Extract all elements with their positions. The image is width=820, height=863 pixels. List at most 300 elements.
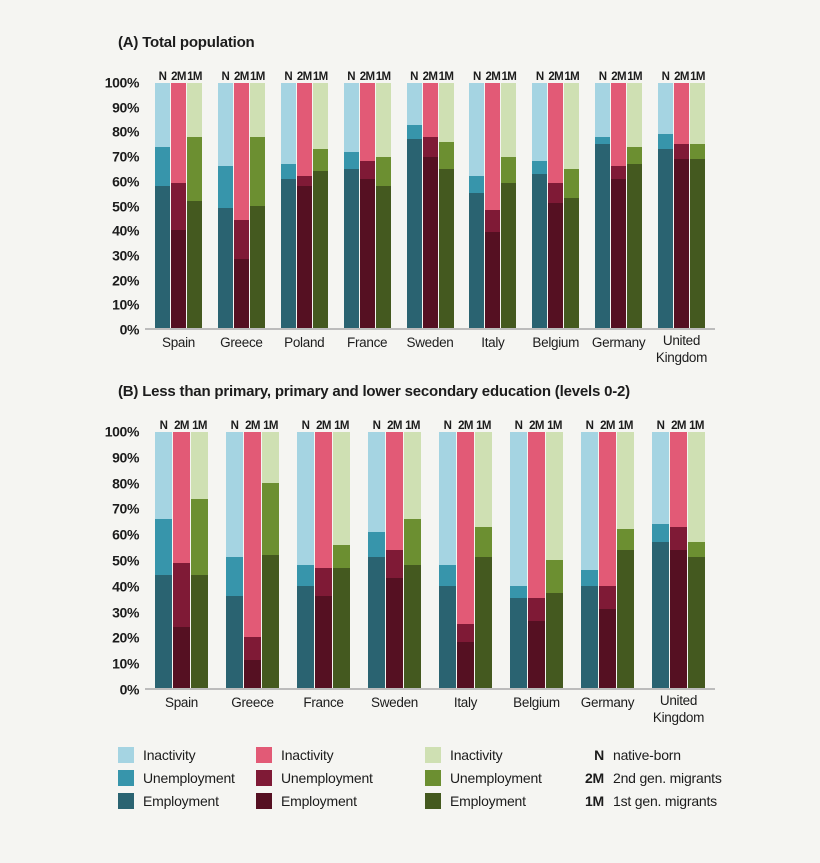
segment-unemployment <box>404 519 421 565</box>
country-label: Italy <box>481 335 505 350</box>
stacked-bar-n <box>595 83 610 328</box>
legend-swatch-inactivity <box>118 747 134 763</box>
bar-group-header <box>281 71 328 83</box>
y-tick-label: 100% <box>104 423 139 440</box>
segment-inactivity <box>226 432 243 557</box>
legend <box>118 747 820 809</box>
segment-inactivity <box>234 83 249 220</box>
bar-group-header <box>407 71 454 83</box>
segment-inactivity <box>344 83 359 152</box>
bar-group-header <box>344 71 391 83</box>
abbreviation-code: N <box>594 747 604 763</box>
stacked-bar-1m <box>627 83 642 328</box>
chart-b-plot-column <box>145 410 715 733</box>
bar-label-2m: 2M <box>171 71 186 83</box>
segment-employment <box>155 575 172 688</box>
segment-unemployment <box>439 142 454 169</box>
chart-a <box>97 34 820 373</box>
segment-employment <box>191 575 208 688</box>
segment-inactivity <box>218 83 233 166</box>
segment-unemployment <box>439 565 456 585</box>
segment-inactivity <box>297 432 314 565</box>
segment-inactivity <box>485 83 500 210</box>
segment-inactivity <box>658 83 673 134</box>
legend-column-2m <box>256 747 425 809</box>
chart-b-plot-area <box>145 432 715 690</box>
x-axis-label <box>510 695 563 733</box>
segment-employment <box>187 201 202 328</box>
stacked-bar-1m <box>690 83 705 328</box>
chart-a-plot-area <box>145 83 715 330</box>
segment-unemployment <box>501 157 516 184</box>
segment-unemployment <box>546 560 563 593</box>
bar-label-n: N <box>230 420 239 432</box>
bar-label-1m: 1M <box>690 71 705 83</box>
stacked-bar-1m <box>187 83 202 328</box>
segment-inactivity <box>423 83 438 137</box>
segment-inactivity <box>368 432 385 532</box>
x-axis-label <box>439 695 492 733</box>
bar-label-2m: 2M <box>296 71 312 83</box>
bar-label-n: N <box>598 71 607 83</box>
country-label: France <box>303 695 344 710</box>
segment-inactivity <box>564 83 579 169</box>
segment-inactivity <box>250 83 265 137</box>
x-axis-label <box>218 335 265 373</box>
abbreviation-meaning: 2nd gen. migrants <box>613 770 722 786</box>
stacked-bar-n <box>658 83 673 328</box>
segment-employment <box>690 159 705 328</box>
segment-employment <box>423 157 438 329</box>
y-tick-label: 80% <box>112 124 139 141</box>
segment-inactivity <box>155 83 170 147</box>
stacked-bar-1m <box>376 83 391 328</box>
segment-inactivity <box>407 83 422 125</box>
segment-employment <box>564 198 579 328</box>
x-axis-label <box>469 335 516 373</box>
bar-group-germany <box>581 432 634 688</box>
segment-unemployment <box>674 144 689 159</box>
segment-employment <box>627 164 642 328</box>
segment-inactivity <box>244 432 261 637</box>
segment-unemployment <box>532 161 547 173</box>
bar-label-n: N <box>347 71 355 83</box>
legend-swatch-employment <box>118 793 134 809</box>
segment-unemployment <box>407 125 422 140</box>
x-axis-label <box>226 695 279 733</box>
legend-item <box>256 770 425 786</box>
chart-b-x-axis-labels <box>145 695 715 733</box>
segment-employment <box>262 555 279 688</box>
legend-swatch-unemployment <box>118 770 134 786</box>
segment-unemployment <box>187 137 202 201</box>
segment-inactivity <box>532 83 547 161</box>
bar-group-header <box>658 71 705 83</box>
segment-unemployment <box>191 499 208 576</box>
stacked-bar-1m <box>546 432 563 688</box>
segment-unemployment <box>297 176 312 186</box>
segment-unemployment <box>297 565 314 585</box>
bar-label-n: N <box>410 71 418 83</box>
bar-group-belgium <box>510 432 563 688</box>
segment-unemployment <box>548 183 563 203</box>
segment-inactivity <box>611 83 626 166</box>
bar-group-header <box>155 420 208 432</box>
segment-employment <box>652 542 669 688</box>
segment-employment <box>674 159 689 328</box>
country-label: Sweden <box>406 335 454 350</box>
stacked-bar-n <box>407 83 422 328</box>
bar-label-n: N <box>221 71 230 83</box>
country-label: Germany <box>591 335 646 350</box>
segment-inactivity <box>501 83 516 157</box>
bar-label-n: N <box>535 71 544 83</box>
country-label: Sweden <box>371 695 418 710</box>
bar-label-2m: 2M <box>359 71 375 83</box>
x-axis-label <box>297 695 350 733</box>
stacked-bar-2m <box>360 83 375 328</box>
y-tick-label: 70% <box>112 148 139 165</box>
segment-employment <box>528 621 545 688</box>
legend-swatch-inactivity <box>256 747 272 763</box>
segment-employment <box>173 627 190 688</box>
bar-label-2m: 2M <box>485 71 501 83</box>
legend-swatch-unemployment <box>425 770 441 786</box>
legend-item-label: Inactivity <box>143 747 196 763</box>
x-axis-label <box>155 695 208 733</box>
legend-item <box>256 747 425 763</box>
bar-label-1m: 1M <box>476 420 491 432</box>
segment-unemployment <box>617 529 634 549</box>
segment-employment <box>485 232 500 328</box>
segment-unemployment <box>281 164 296 179</box>
bar-label-1m: 1M <box>192 420 207 432</box>
segment-employment <box>344 169 359 328</box>
bar-group-header <box>368 420 421 432</box>
legend-item-label: Inactivity <box>281 747 334 763</box>
segment-unemployment <box>652 524 669 542</box>
x-axis-label <box>532 335 579 373</box>
stacked-bar-n <box>218 83 233 328</box>
bar-label-1m: 1M <box>501 71 517 83</box>
bar-group-france <box>344 83 391 328</box>
legend-column-abbreviations <box>578 747 722 809</box>
segment-unemployment <box>315 568 332 596</box>
stacked-bar-n <box>532 83 547 328</box>
stacked-bar-2m <box>386 432 403 688</box>
stacked-bar-n <box>155 83 170 328</box>
segment-inactivity <box>457 432 474 624</box>
segment-unemployment <box>360 161 375 178</box>
segment-inactivity <box>439 432 456 565</box>
segment-unemployment <box>171 183 186 230</box>
segment-employment <box>368 557 385 688</box>
bar-group-france <box>297 432 350 688</box>
bar-group-germany <box>595 83 642 328</box>
segment-inactivity <box>510 432 527 586</box>
segment-unemployment <box>155 147 170 186</box>
segment-employment <box>360 179 375 328</box>
stacked-bar-n <box>510 432 527 688</box>
x-axis-label <box>655 333 708 373</box>
segment-employment <box>313 171 328 328</box>
bar-label-1m: 1M <box>405 420 420 432</box>
bar-group-greece <box>226 432 279 688</box>
segment-unemployment <box>386 550 403 578</box>
bar-label-2m: 2M <box>529 420 544 432</box>
segment-employment <box>376 186 391 328</box>
chart-a-bar-labels <box>145 61 715 83</box>
bar-label-1m: 1M <box>618 420 633 432</box>
stacked-bar-2m <box>674 83 689 328</box>
bar-label-1m: 1M <box>438 71 454 83</box>
segment-employment <box>510 598 527 688</box>
segment-inactivity <box>688 432 705 542</box>
x-axis-label <box>652 695 705 733</box>
bar-label-1m: 1M <box>334 420 349 432</box>
segment-unemployment <box>155 519 172 575</box>
segment-inactivity <box>333 432 350 545</box>
segment-inactivity <box>173 432 190 563</box>
stacked-bar-2m <box>528 432 545 688</box>
bar-group-header <box>652 420 705 432</box>
stacked-bar-1m <box>475 432 492 688</box>
bar-group-greece <box>218 83 265 328</box>
bar-label-2m: 2M <box>671 420 686 432</box>
country-label: Greece <box>220 335 263 350</box>
country-label: France <box>347 335 388 350</box>
segment-employment <box>439 586 456 688</box>
bar-label-1m: 1M <box>375 71 391 83</box>
legend-abbreviation <box>578 770 722 786</box>
y-tick-label: 80% <box>112 475 139 492</box>
bar-label-1m: 1M <box>187 71 202 83</box>
segment-employment <box>670 550 687 688</box>
bar-group-sweden <box>368 432 421 688</box>
bar-group-header <box>532 71 579 83</box>
segment-unemployment <box>376 157 391 186</box>
segment-employment <box>297 186 312 328</box>
bar-label-n: N <box>158 71 167 83</box>
segment-inactivity <box>439 83 454 142</box>
segment-employment <box>548 203 563 328</box>
abbreviation-meaning: 1st gen. migrants <box>613 793 717 809</box>
stacked-bar-n <box>155 432 172 688</box>
stacked-bar-2m <box>485 83 500 328</box>
bar-label-2m: 2M <box>548 71 564 83</box>
segment-unemployment <box>688 542 705 557</box>
bar-label-1m: 1M <box>312 71 328 83</box>
bar-label-2m: 2M <box>174 420 189 432</box>
bar-label-n: N <box>661 71 670 83</box>
segment-unemployment <box>226 557 243 595</box>
chart-a-title: (A) Total population <box>118 34 255 51</box>
segment-inactivity <box>262 432 279 483</box>
segment-inactivity <box>171 83 186 183</box>
bar-label-n: N <box>473 71 481 83</box>
stacked-bar-n <box>439 432 456 688</box>
segment-employment <box>595 144 610 328</box>
y-tick-label: 30% <box>112 604 139 621</box>
segment-employment <box>404 565 421 688</box>
stacked-bar-n <box>226 432 243 688</box>
abbreviation-code: 2M <box>584 770 604 786</box>
segment-unemployment <box>250 137 265 206</box>
legend-item-label: Employment <box>143 793 219 809</box>
stacked-bar-2m <box>315 432 332 688</box>
segment-unemployment <box>485 210 500 232</box>
segment-inactivity <box>376 83 391 157</box>
y-tick-label: 10% <box>112 296 139 313</box>
segment-employment <box>599 609 616 688</box>
legend-item <box>425 793 578 809</box>
segment-unemployment <box>368 532 385 558</box>
segment-employment <box>407 139 422 328</box>
segment-employment <box>250 206 265 329</box>
bar-group-spain <box>155 432 208 688</box>
segment-inactivity <box>670 432 687 527</box>
y-tick-label: 40% <box>112 222 139 239</box>
bar-group-united-kingdom <box>652 432 705 688</box>
segment-unemployment <box>333 545 350 568</box>
country-label: Poland <box>284 335 325 350</box>
bar-group-header <box>226 420 279 432</box>
bar-group-header <box>469 71 516 83</box>
segment-employment <box>439 169 454 328</box>
y-tick-label: 20% <box>112 630 139 647</box>
segment-unemployment <box>599 586 616 609</box>
stacked-bar-2m <box>297 83 312 328</box>
x-axis-label <box>155 335 202 373</box>
segment-inactivity <box>469 83 484 176</box>
segment-unemployment <box>595 137 610 144</box>
stacked-bar-1m <box>404 432 421 688</box>
segment-unemployment <box>627 147 642 164</box>
segment-employment <box>611 179 626 328</box>
country-label: Germany <box>580 695 635 710</box>
segment-employment <box>218 208 233 328</box>
legend-swatch-inactivity <box>425 747 441 763</box>
bar-group-italy <box>439 432 492 688</box>
y-tick-label: 20% <box>112 272 139 289</box>
bar-label-2m: 2M <box>245 420 260 432</box>
segment-inactivity <box>191 432 208 499</box>
stacked-bar-2m <box>244 432 261 688</box>
segment-employment <box>226 596 243 688</box>
segment-unemployment <box>469 176 484 193</box>
stacked-bar-1m <box>191 432 208 688</box>
bar-group-spain <box>155 83 202 328</box>
segment-employment <box>617 550 634 688</box>
legend-item <box>118 747 256 763</box>
stacked-bar-n <box>368 432 385 688</box>
segment-inactivity <box>548 83 563 183</box>
legend-item <box>256 793 425 809</box>
bar-label-2m: 2M <box>422 71 438 83</box>
legend-item-label: Unemployment <box>281 770 373 786</box>
segment-employment <box>532 174 547 328</box>
bar-label-n: N <box>372 420 381 432</box>
country-label: Greece <box>231 695 274 710</box>
y-tick-label: 60% <box>112 173 139 190</box>
y-tick-label: 30% <box>112 247 139 264</box>
segment-unemployment <box>581 570 598 585</box>
bar-label-1m: 1M <box>689 420 704 432</box>
stacked-bar-2m <box>670 432 687 688</box>
stacked-bar-1m <box>313 83 328 328</box>
bar-label-2m: 2M <box>674 71 689 83</box>
segment-employment <box>297 586 314 688</box>
y-tick-label: 60% <box>112 526 139 543</box>
segment-inactivity <box>155 432 172 519</box>
x-axis-label <box>281 335 328 373</box>
bar-label-n: N <box>585 420 594 432</box>
bar-label-n: N <box>443 420 452 432</box>
bar-label-2m: 2M <box>611 71 627 83</box>
segment-employment <box>475 557 492 688</box>
bar-label-2m: 2M <box>316 420 331 432</box>
segment-employment <box>333 568 350 688</box>
bar-label-2m: 2M <box>387 420 402 432</box>
segment-inactivity <box>475 432 492 527</box>
chart-b-bar-labels <box>145 410 715 432</box>
segment-inactivity <box>627 83 642 147</box>
segment-unemployment <box>234 220 249 259</box>
country-label: Spain <box>161 335 196 350</box>
segment-employment <box>234 259 249 328</box>
bar-group-sweden <box>407 83 454 328</box>
stacked-bar-1m <box>262 432 279 688</box>
chart-a-y-axis <box>97 74 145 338</box>
stacked-bar-n <box>281 83 296 328</box>
stacked-bar-1m <box>688 432 705 688</box>
chart-a-body <box>97 61 820 373</box>
country-label: United Kingdom <box>652 693 705 725</box>
legend-item <box>118 793 256 809</box>
segment-inactivity <box>595 83 610 137</box>
chart-b-body <box>97 410 820 733</box>
legend-item-label: Unemployment <box>143 770 235 786</box>
stacked-bar-1m <box>501 83 516 328</box>
bar-label-1m: 1M <box>627 71 643 83</box>
x-axis-label <box>368 695 421 733</box>
y-tick-label: 70% <box>112 501 139 518</box>
legend-item-label: Inactivity <box>450 747 503 763</box>
legend-swatch-employment <box>256 793 272 809</box>
chart-b-y-axis <box>97 423 145 698</box>
bar-group-header <box>581 420 634 432</box>
bar-label-n: N <box>284 71 293 83</box>
bar-group-poland <box>281 83 328 328</box>
segment-unemployment <box>658 134 673 149</box>
y-tick-label: 50% <box>112 552 139 569</box>
segment-inactivity <box>528 432 545 598</box>
y-tick-label: 100% <box>104 74 139 91</box>
segment-employment <box>386 578 403 688</box>
legend-item <box>118 770 256 786</box>
stacked-bar-2m <box>457 432 474 688</box>
segment-inactivity <box>297 83 312 176</box>
y-tick-label: 90% <box>112 449 139 466</box>
segment-inactivity <box>690 83 705 144</box>
stacked-bar-n <box>469 83 484 328</box>
chart-a-plot-column <box>145 61 715 373</box>
bar-label-n: N <box>301 420 310 432</box>
country-label: Italy <box>453 695 478 710</box>
segment-inactivity <box>386 432 403 550</box>
x-axis-label <box>581 695 634 733</box>
segment-unemployment <box>313 149 328 171</box>
